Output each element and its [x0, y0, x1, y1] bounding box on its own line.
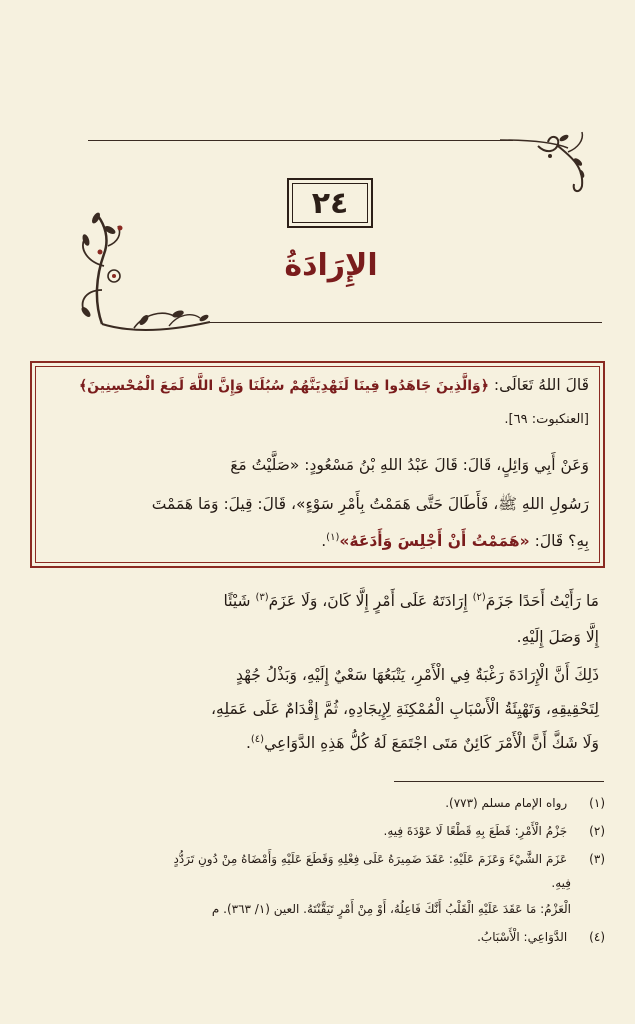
paragraph-1-text-a: مَا رَأَيْتُ أَحَدًا جَزَمَ	[485, 592, 599, 611]
quran-verse-line	[79, 376, 589, 394]
paragraph-2-line-3	[246, 734, 599, 752]
footnote-text: عَزَمَ الشَّيْءَ وَعَزَمَ عَلَيْهِ: عَقَدَ ضَمِيرَهُ عَلَى فِعْلِهِ وَقَطَعَ عَلَيْهِ وَأَمْضَاهُ مِنْ دُونِ تَرَدُّدٍ	[173, 852, 568, 866]
quote-intro: قَالَ اللهُ تَعَالَى:	[493, 376, 589, 394]
footnote-1	[445, 796, 605, 810]
floral-ornament-icon	[498, 126, 590, 198]
footnote-number: (٢)	[589, 824, 605, 838]
paragraph-1-text-c: شَيْئًا	[223, 592, 256, 611]
hadith-line-2: رَسُولِ اللهِ ﷺ، فَأَطَالَ حَتَّى هَمَمْتُ بِأَمْرِ سَوْءٍ»، قَالَ: قِيلَ: وَمَا هَمَمْتَ	[151, 495, 589, 513]
chapter-number: ٢٤	[311, 185, 349, 221]
footnote-number: (٣)	[589, 852, 605, 866]
quran-verse: ﴿وَالَّذِينَ جَاهَدُوا فِينَا لَنَهْدِيَنَّهُمْ سُبُلَنَا وَإِنَّ اللَّهَ لَمَعَ الْمُحْسِنِينَ﴾	[78, 378, 489, 394]
chapter-number-box	[287, 178, 373, 228]
floral-ornament-icon	[74, 206, 214, 338]
hadith-line-3-start: بِهِ؟ قَالَ:	[534, 532, 589, 551]
paragraph-2-text: وَلَا شَكَّ أَنَّ الْأَمْرَ كَائِنٌ مَتَى اجْتَمَعَ لَهُ كُلُّ هَذِهِ الدَّوَاعِي	[264, 734, 599, 753]
footnote-text: الْعَزْمُ: مَا عَقَدَ عَلَيْهِ الْقَلْبُ أَنَّكَ فَاعِلُهُ، أَوْ مِنْ أَمْرٍ تَيَقَّنْتَهُ. العين (١/ ٣٦٣). م	[211, 902, 571, 916]
title-divider	[210, 322, 602, 323]
footnote-ref: (٤)	[250, 734, 265, 745]
footnote-separator	[394, 781, 604, 782]
hadith-line-3-end: .	[321, 532, 327, 551]
paragraph-2-line-1: ذَلِكَ أَنَّ الْإِرَادَةَ رَغْبَةٌ فِي الْأَمْرِ، يَتْبَعُهَا سَعْيٌ إِلَيْهِ، وَبَذْلُ جُهْدٍ	[236, 666, 599, 684]
footnote-ref: (١)	[326, 532, 340, 543]
footnote-text: الدَّوَاعِي: الْأَسْبَابُ.	[477, 930, 568, 944]
hadith-quote: «هَمَمْتُ أَنْ أَجْلِسَ وَأَدَعَهُ»	[339, 532, 530, 551]
footnote-ref: (٣)	[255, 592, 269, 603]
footnote-text: رواه الإمام مسلم (٧٧٣).	[445, 796, 568, 810]
footnote-text: جَزْمُ الْأَمْرِ: قَطَعَ بِهِ قَطْعًا لَا عَوْدَةَ فِيهِ.	[383, 824, 568, 838]
paragraph-1-line-1	[223, 592, 599, 610]
footnote-3-extra	[212, 902, 571, 916]
verse-reference: [العنكبوت: ٦٩].	[504, 412, 589, 427]
footnote-3-cont: فِيهِ.	[551, 876, 571, 890]
footnote-3	[174, 852, 605, 866]
paragraph-2-end: .	[245, 734, 251, 753]
footnote-ref: (٢)	[472, 592, 486, 603]
footnote-2	[384, 824, 605, 838]
paragraph-1-text-b: إِرَادَتَهُ عَلَى أَمْرٍ إِلَّا كَانَ، وَلَا عَزَمَ	[268, 592, 473, 611]
paragraph-1-line-2: إِلَّا وَصَلَ إِلَيْهِ.	[516, 628, 599, 646]
footnote-4	[477, 930, 605, 944]
hadith-line-3	[321, 532, 589, 550]
footnote-number: (١)	[589, 796, 605, 810]
header-divider	[88, 140, 513, 141]
footnote-number: (٤)	[589, 930, 605, 944]
hadith-line-1: وَعَنْ أَبِي وَائِلٍ، قَالَ: قَالَ عَبْدُ اللهِ بْنُ مَسْعُودٍ: «صَلَّيْتُ مَعَ	[230, 456, 589, 474]
chapter-title: الإِرَادَةُ	[284, 248, 378, 283]
paragraph-2-line-2: لِتَحْقِيقِهِ، وَتَهْيِئَةُ الْأَسْبَابِ الْمُمْكِنَةِ لِإِيجَادِهِ، ثُمَّ إِقْدَامٌ عَلَى عَمَلِهِ،	[211, 700, 599, 718]
